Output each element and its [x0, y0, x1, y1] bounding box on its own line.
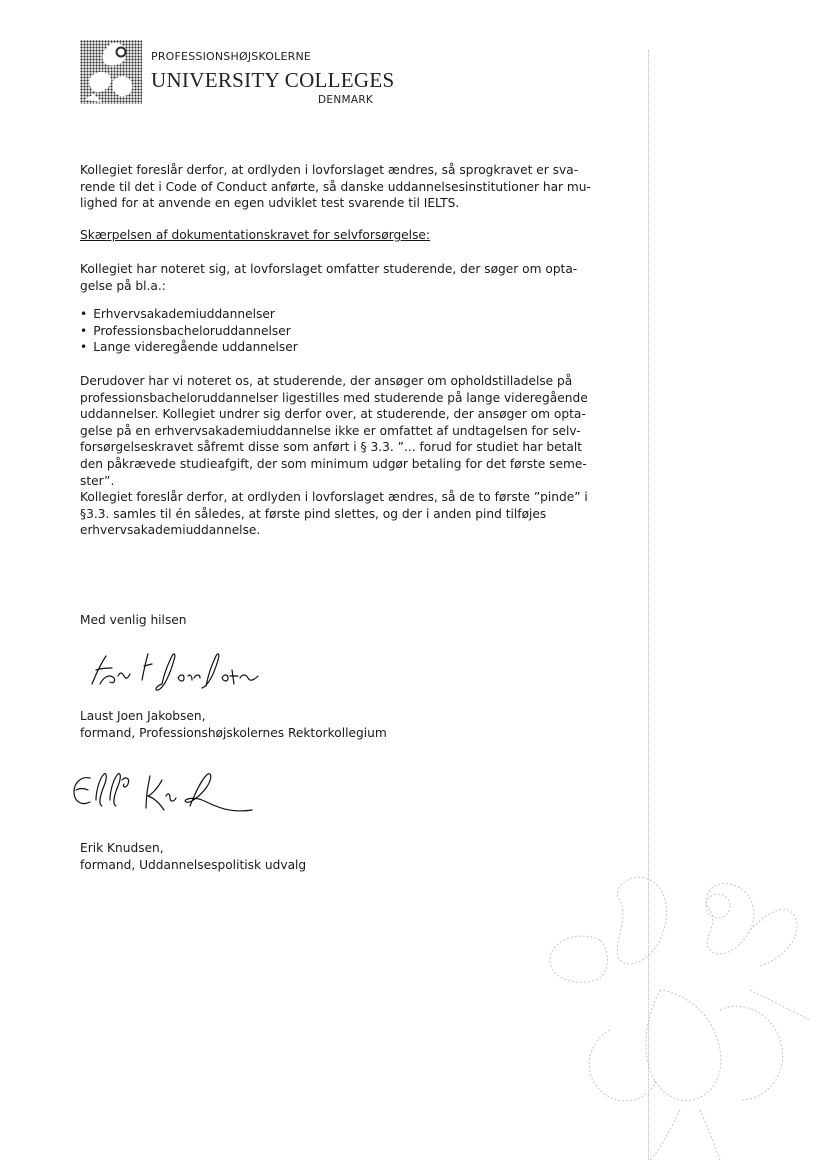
text-line: gelse på en erhvervsakademiuddannelse ikke er omfattet af undtagelsen for selv- — [80, 423, 581, 438]
text-line: lighed for at anvende en egen udviklet test svarende til IELTS. — [80, 196, 460, 211]
text-line: Kollegiet foreslår derfor, at ordlyden i lovforslaget ændres, så sprogkravet er sva- — [80, 163, 579, 177]
org-name-danish: PROFESSIONSHØJSKOLERNE — [151, 50, 312, 63]
signer-block-2 — [80, 840, 306, 873]
list-item: • Professionsbacheloruddannelser — [80, 323, 298, 340]
text-line: Derudover har vi noteret os, at studerende, der ansøger om opholdstilladelse på — [80, 374, 573, 388]
text-line: uddannelser. Kollegiet undrer sig derfor over, at studerende, der ansøger om opta- — [80, 407, 586, 422]
signer-name: Erik Knudsen, — [80, 841, 164, 855]
signer-name: Laust Joen Jakobsen, — [80, 709, 206, 723]
signer-title: formand, Professionshøjskolernes Rektorkollegium — [80, 725, 387, 740]
signer-block-1 — [80, 708, 387, 741]
list-item: • Erhvervsakademiuddannelser — [80, 306, 298, 323]
paragraph-self-support — [80, 373, 625, 539]
closing-salutation: Med venlig hilsen — [80, 613, 187, 627]
paragraph-scope — [80, 261, 625, 294]
text-line: rende til det i Code of Conduct anførte, så danske uddannelsesinstitutioner har mu- — [80, 179, 591, 194]
text-line: professionsbacheloruddannelser ligestilles med studerende på lange videregående — [80, 390, 588, 405]
watermark-logo-icon — [540, 870, 826, 1160]
signer-title: formand, Uddannelsespolitisk udvalg — [80, 857, 307, 872]
text-line: den påkrævede studieafgift, der som minimum udgør betaling for det første seme- — [80, 456, 587, 471]
signature-laust-joen-jakobsen — [82, 646, 262, 694]
org-name-english: UNIVERSITY COLLEGES — [151, 68, 395, 92]
text-line: Kollegiet foreslår derfor, at ordlyden i lovforslaget ændres, så de to første ”pinde” i — [80, 490, 588, 505]
signature-erik-knudsen — [66, 766, 256, 826]
university-colleges-logo-icon — [80, 40, 142, 104]
text-line: §3.3. samles til én således, at første pind slettes, og der i anden pind tilføjes — [80, 506, 547, 521]
text-line: ster”. — [80, 473, 115, 488]
text-line: forsørgelseskravet såfremt disse som anført i § 3.3. ”... forud for studiet har betalt — [80, 440, 583, 455]
text-line: Kollegiet har noteret sig, at lovforslaget omfatter studerende, der søger om opta- — [80, 262, 578, 276]
text-line: gelse på bl.a.: — [80, 278, 166, 293]
education-type-list — [80, 306, 298, 356]
text-line: erhvervsakademiuddannelse. — [80, 523, 261, 538]
paragraph-language-requirement — [80, 162, 625, 212]
list-item: • Lange videregående uddannelser — [80, 339, 298, 356]
section-heading: Skærpelsen af dokumentationskravet for selvforsørgelse: — [80, 228, 431, 242]
org-country: DENMARK — [318, 94, 374, 106]
